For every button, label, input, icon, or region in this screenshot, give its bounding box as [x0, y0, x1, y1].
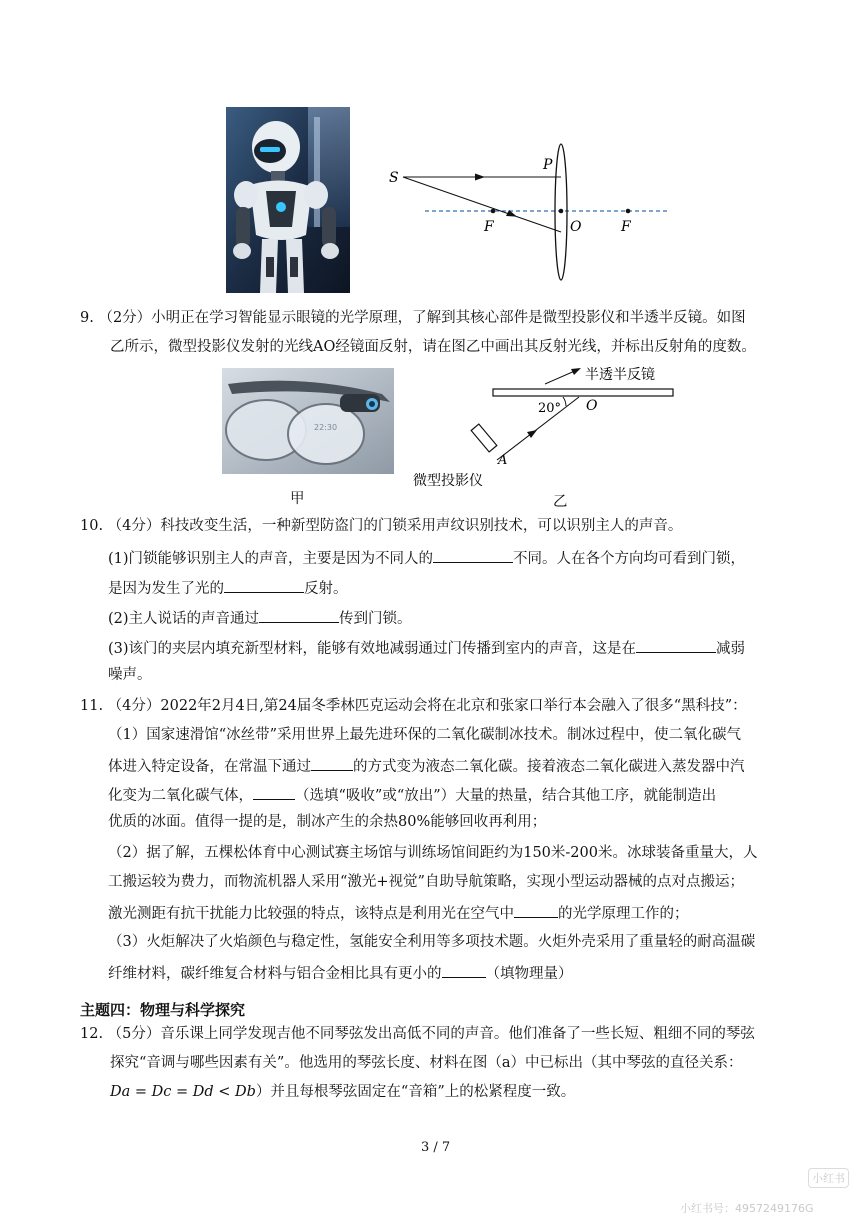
robot-photo — [226, 107, 350, 293]
label-f-right: F — [621, 219, 631, 235]
q11-l1: （1）国家速滑馆“冰丝带”采用世界上最先进环保的二氧化碳制冰技术。制冰过程中，使二氧化碳气 — [108, 727, 742, 743]
answer-blank[interactable] — [253, 783, 295, 800]
incident-ray-arrow — [527, 430, 537, 438]
focus-point-left — [491, 209, 496, 214]
q11-l2 — [108, 754, 745, 777]
q12-l1: 12. （5分）音乐课上同学发现吉他不同琴弦发出高低不同的声音。他们准备了一些长短、粗细不同的琴弦 — [80, 1026, 755, 1042]
q10-p5: 噪声。 — [108, 667, 152, 683]
lens-ray-diagram — [385, 140, 675, 290]
answer-blank[interactable] — [442, 961, 486, 978]
point-o-label: O — [586, 398, 598, 414]
q11-head: 11. （4分）2022年2月4日,第24届冬季林匹克运动会将在北京和张家口举行本会融入了很多“黑科技”： — [80, 698, 747, 714]
diameter-formula: Da = Dc = Dd < Db — [110, 1084, 256, 1100]
q11-l4: 优质的冰面。值得一提的是，制冰产生的余热80%能够回收再利用； — [108, 814, 547, 830]
watermark-id: 小红书号：4957249176G — [680, 1202, 814, 1215]
answer-blank[interactable] — [311, 754, 353, 771]
q11-l2-text-a: 体进入特定设备，在常温下通过 — [108, 759, 311, 775]
q11-l7 — [108, 901, 689, 924]
q10-p3-text-a: (2)主人说话的声音通过 — [108, 611, 260, 627]
q12-l3 — [110, 1082, 575, 1102]
section-title: 主题四：物理与科学探究 — [80, 1001, 246, 1019]
q10-p2-text-b: 反射。 — [304, 581, 348, 597]
caption-jia: 甲 — [290, 491, 305, 507]
glasses-display-text: 22:30 — [314, 423, 338, 432]
q10-p2-text-a: 是因为发生了光的 — [108, 581, 224, 597]
q12-l3-text: ）并且每根琴弦固定在“音箱”上的松紧程度一致。 — [255, 1084, 576, 1100]
page-number: 3 / 7 — [421, 1140, 451, 1155]
q10-p3-text-b: 传到门锁。 — [339, 611, 412, 627]
q11-l8: （3）火炬解决了火焰颜色与稳定性，氢能安全利用等多项技术题。火炬外壳采用了重量轻的耐高温碳 — [108, 934, 756, 950]
half-mirror — [493, 389, 673, 396]
projector-body — [471, 424, 497, 452]
angle-label: 20° — [538, 401, 562, 416]
watermark-logo — [808, 1168, 849, 1188]
answer-blank[interactable] — [259, 606, 339, 623]
q11-l3-text-a: 化变为二氧化碳气体， — [108, 788, 253, 804]
caption-yi: 乙 — [553, 494, 568, 510]
mirror-pointer — [545, 370, 577, 384]
q10-p2 — [108, 576, 348, 599]
q11-l9-text-a: 纤维材料，碳纤维复合材料与铝合金相比具有更小的 — [108, 966, 442, 982]
q10-p1-text-b: 不同。人在各个方向均可看到门锁， — [513, 551, 746, 567]
answer-blank[interactable] — [514, 901, 558, 918]
q10-p4-text-b: 减弱 — [716, 641, 746, 657]
q10-p4-text-a: (3)该门的夹层内填充新型材料，能够有效地减弱通过门传播到室内的声音，这是在 — [108, 641, 637, 657]
focus-point-right — [626, 209, 631, 214]
ray-arrow — [475, 174, 485, 181]
q11-l3 — [108, 783, 716, 806]
q11-l5: （2）据了解，五棵松体育中心测试赛主场馆与训练场馆间距约为150米-200米。冰球装备重量大，人 — [108, 845, 758, 861]
q11-l3-text-b: （选填“吸收”或“放出”）大量的热量，结合其他工序，就能制造出 — [295, 788, 717, 804]
answer-blank[interactable] — [433, 546, 513, 563]
answer-blank[interactable] — [636, 636, 716, 653]
q10-head: 10. （4分）科技改变生活，一种新型防盗门的门锁采用声纹识别技术，可以识别主人的声音。 — [80, 518, 683, 534]
mirror-label: 半透半反镜 — [585, 367, 655, 383]
label-p: P — [543, 157, 553, 173]
q10-p3 — [108, 606, 412, 629]
q12-l2: 探究“音调与哪些因素有关”。他选用的琴弦长度、材料在图（a）中已标出（其中琴弦的直径关系： — [110, 1055, 743, 1071]
q9-line2: 乙所示，微型投影仪发射的光线AO经镜面反射，请在图乙中画出其反射光线，并标出反射角的度数。 — [110, 339, 756, 355]
label-s: S — [389, 170, 399, 186]
point-a-label: A — [498, 453, 508, 468]
label-o: O — [570, 219, 582, 235]
q10-p1-text-a: (1)门锁能够识别主人的声音，主要是因为不同人的 — [108, 551, 434, 567]
q9-line1: 9. （2分）小明正在学习智能显示眼镜的光学原理，了解到其核心部件是微型投影仪和半透半反镜。如图 — [80, 310, 746, 326]
watermark-text: 小红书 — [812, 1172, 845, 1185]
optical-center — [559, 209, 564, 214]
q11-l7-text-b: 的光学原理工作的； — [558, 906, 689, 922]
q10-p4 — [108, 636, 745, 659]
mirror-reflection-diagram — [405, 360, 695, 510]
q11-l2-text-b: 的方式变为液态二氧化碳。接着液态二氧化碳进入蒸发器中汽 — [353, 759, 745, 775]
q11-l9 — [108, 961, 573, 984]
projector-label: 微型投影仪 — [413, 473, 483, 489]
q11-l7-text-a: 激光测距有抗干扰能力比较强的特点，该特点是利用光在空气中 — [108, 906, 514, 922]
q11-l9-text-b: （填物理量） — [485, 966, 573, 982]
glasses-photo — [222, 368, 394, 474]
label-f-left: F — [484, 219, 494, 235]
ray-s-f — [403, 177, 561, 232]
q11-l6: 工搬运较为费力，而物流机器人采用“激光+视觉”自助导航策略，实现小型运动器械的点对点搬运； — [108, 874, 744, 890]
answer-blank[interactable] — [224, 576, 304, 593]
q10-p1 — [108, 546, 745, 569]
